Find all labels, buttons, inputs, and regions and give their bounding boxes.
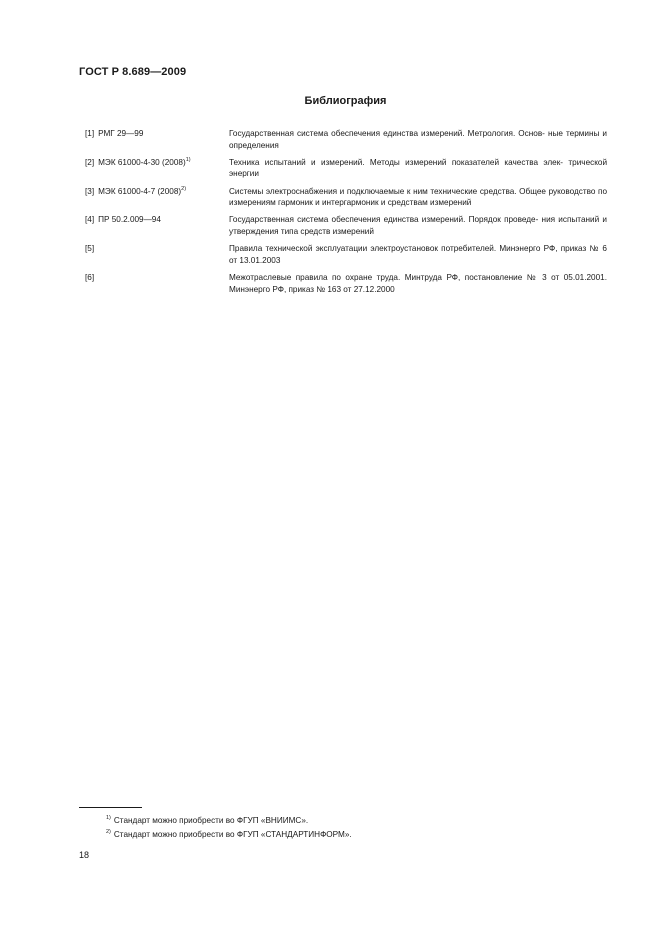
entry-footnote-mark: 2) bbox=[181, 185, 187, 192]
entry-footnote-mark: 1) bbox=[185, 156, 191, 163]
entry-description-line: ния испытаний и утверждения типа средств измерений bbox=[229, 215, 607, 236]
entry-standard: РМГ 29—99 bbox=[98, 129, 144, 138]
entry-description bbox=[229, 214, 607, 237]
entry-description-line: Правила технической эксплуатации электроустановок потребителей. Минэнерго bbox=[229, 244, 541, 254]
footnote-mark: 2) bbox=[106, 829, 111, 835]
entry-reference bbox=[85, 128, 229, 151]
section-title: Библиография bbox=[304, 95, 387, 107]
entry-description-line: Системы электроснабжения и подключаемые к ним технические средства. Общее bbox=[229, 186, 546, 196]
entry-standard: МЭК 61000-4-7 (2008) bbox=[98, 186, 182, 196]
entry-number: [5] bbox=[85, 244, 95, 254]
entry-reference bbox=[85, 243, 229, 266]
bibliography-entry bbox=[85, 243, 607, 266]
entry-description bbox=[229, 186, 607, 209]
entry-reference bbox=[85, 272, 229, 295]
entry-description-line: Межотраслевые правила по охране труда. Минтруда РФ, постановление № 3 от bbox=[229, 272, 560, 282]
entry-description-line: Техника испытаний и измерений. Методы измерений показателей качества элек- bbox=[229, 157, 564, 167]
entry-description bbox=[229, 128, 607, 151]
entry-number: [6] bbox=[85, 272, 95, 282]
entry-description-line: ные термины и определения bbox=[229, 129, 607, 150]
bibliography-list bbox=[85, 128, 607, 301]
footnote bbox=[106, 828, 352, 842]
entry-description-line: 05.01.2001. Минэнерго РФ, приказ № 163 от 27.12.2000 bbox=[229, 272, 607, 294]
entry-number: [1] bbox=[85, 129, 95, 138]
entry-description bbox=[229, 157, 607, 180]
bibliography-entry bbox=[85, 272, 607, 295]
entry-reference bbox=[85, 186, 229, 209]
footnote-divider bbox=[79, 807, 142, 808]
entry-number: [4] bbox=[85, 215, 95, 225]
bibliography-entry bbox=[85, 186, 607, 209]
bibliography-entry bbox=[85, 157, 607, 180]
bibliography-entry bbox=[85, 214, 607, 237]
page-number: 18 bbox=[79, 850, 90, 860]
entry-number: [2] bbox=[85, 157, 95, 167]
footnotes bbox=[106, 814, 352, 842]
entry-description-line: Государственная система обеспечения единства измерений. Метрология. Основ- bbox=[229, 129, 545, 138]
entry-description-line: трической энергии bbox=[229, 157, 608, 179]
entry-description bbox=[229, 243, 607, 266]
entry-reference bbox=[85, 157, 229, 180]
footnote bbox=[106, 814, 352, 828]
footnote-text: Стандарт можно приобрести во ФГУП «ВНИИМС». bbox=[113, 816, 309, 825]
entry-standard: МЭК 61000-4-30 (2008) bbox=[98, 157, 186, 167]
entry-number: [3] bbox=[85, 186, 95, 196]
entry-standard: ПР 50.2.009—94 bbox=[98, 215, 161, 225]
entry-description-line: руководство по измерениям гармоник и интергармоник и средствам измерений bbox=[229, 186, 608, 208]
entry-reference bbox=[85, 214, 229, 237]
footnote-text: Стандарт можно приобрести во ФГУП «СТАНДАРТИНФОРМ». bbox=[113, 830, 352, 839]
entry-description-line: Государственная система обеспечения единства измерений. Порядок проведе- bbox=[229, 215, 539, 225]
bibliography-entry bbox=[85, 128, 607, 151]
footnote-mark: 1) bbox=[106, 815, 111, 821]
document-code: ГОСТ Р 8.689—2009 bbox=[79, 66, 187, 78]
entry-description bbox=[229, 272, 607, 295]
entry-description-line: РФ, приказ № 6 от 13.01.2003 bbox=[229, 244, 607, 265]
